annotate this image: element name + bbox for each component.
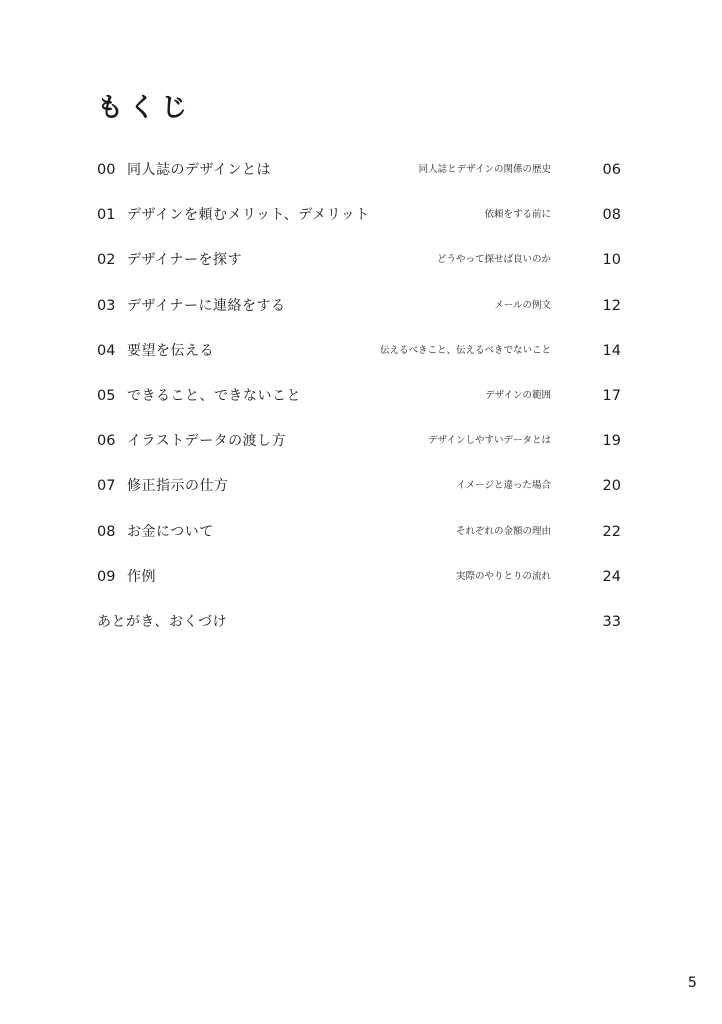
chapter-subtitle: 同人誌とデザインの関係の歴史 (418, 164, 551, 175)
chapter-number: 00 (97, 162, 116, 178)
chapter-subtitle: それぞれの金額の理由 (455, 525, 551, 537)
toc-entry-afterword (97, 600, 623, 645)
chapter-title: 修正指示の仕方 (127, 478, 229, 495)
table-of-contents (97, 148, 623, 645)
chapter-title: デザインを頼むメリット、デメリット (127, 207, 370, 224)
chapter-number: 02 (97, 252, 116, 269)
chapter-subtitle: イメージと違った場合 (456, 480, 551, 492)
chapter-title: イラストデータの渡し方 (127, 433, 287, 450)
chapter-page-number: 19 (602, 433, 621, 450)
chapter-number: 08 (97, 523, 116, 540)
chapter-number: 01 (97, 207, 116, 224)
chapter-number: 04 (97, 342, 116, 359)
chapter-page-number: 17 (602, 387, 621, 404)
chapter-page-number: 22 (602, 523, 621, 540)
chapter-number: 05 (97, 387, 116, 404)
chapter-number: 03 (97, 297, 116, 314)
page-folio-number: 5 (687, 975, 697, 991)
chapter-title: デザイナーに連絡をする (127, 297, 286, 314)
toc-entry-01 (97, 193, 623, 238)
chapter-subtitle: メールの例文 (494, 299, 551, 311)
toc-entry-06 (97, 419, 623, 464)
chapter-title: 要望を伝える (127, 342, 214, 359)
chapter-title: デザイナーを探す (127, 252, 243, 269)
chapter-page-number: 06 (602, 162, 621, 178)
chapter-page-number: 12 (602, 297, 621, 314)
chapter-title: できること、できないこと (127, 387, 301, 404)
chapter-subtitle: どうやって探せば良いのか (436, 254, 551, 266)
chapter-subtitle: デザインしやすいデータとは (428, 435, 551, 447)
toc-entry-00 (97, 148, 623, 193)
toc-entry-08 (97, 510, 623, 555)
toc-entry-09 (97, 555, 623, 600)
chapter-subtitle: デザインの範囲 (485, 389, 551, 401)
toc-entry-02 (97, 238, 623, 283)
toc-entry-03 (97, 284, 623, 329)
chapter-number: 07 (97, 478, 116, 495)
chapter-page-number: 10 (602, 252, 621, 269)
afterword-page-number: 33 (602, 613, 621, 630)
chapter-subtitle: 伝えるべきこと、伝えるべきでないこと (379, 344, 551, 356)
toc-entry-05 (97, 374, 623, 419)
chapter-page-number: 24 (602, 568, 621, 585)
chapter-subtitle: 依頼をする前に (484, 209, 551, 221)
toc-entry-04 (97, 329, 623, 374)
chapter-number: 09 (97, 568, 116, 585)
chapter-subtitle: 実際のやりとりの流れ (455, 570, 551, 582)
afterword-title: あとがき、おくづけ (97, 613, 227, 630)
chapter-page-number: 20 (602, 478, 621, 495)
page-title: もくじ (97, 93, 194, 123)
chapter-title: お金について (127, 523, 214, 540)
chapter-number: 06 (97, 433, 116, 450)
chapter-page-number: 08 (602, 207, 621, 224)
toc-entry-07 (97, 464, 623, 509)
chapter-title: 同人誌のデザインとは (127, 162, 272, 178)
chapter-title: 作例 (127, 568, 156, 585)
chapter-page-number: 14 (602, 342, 621, 359)
